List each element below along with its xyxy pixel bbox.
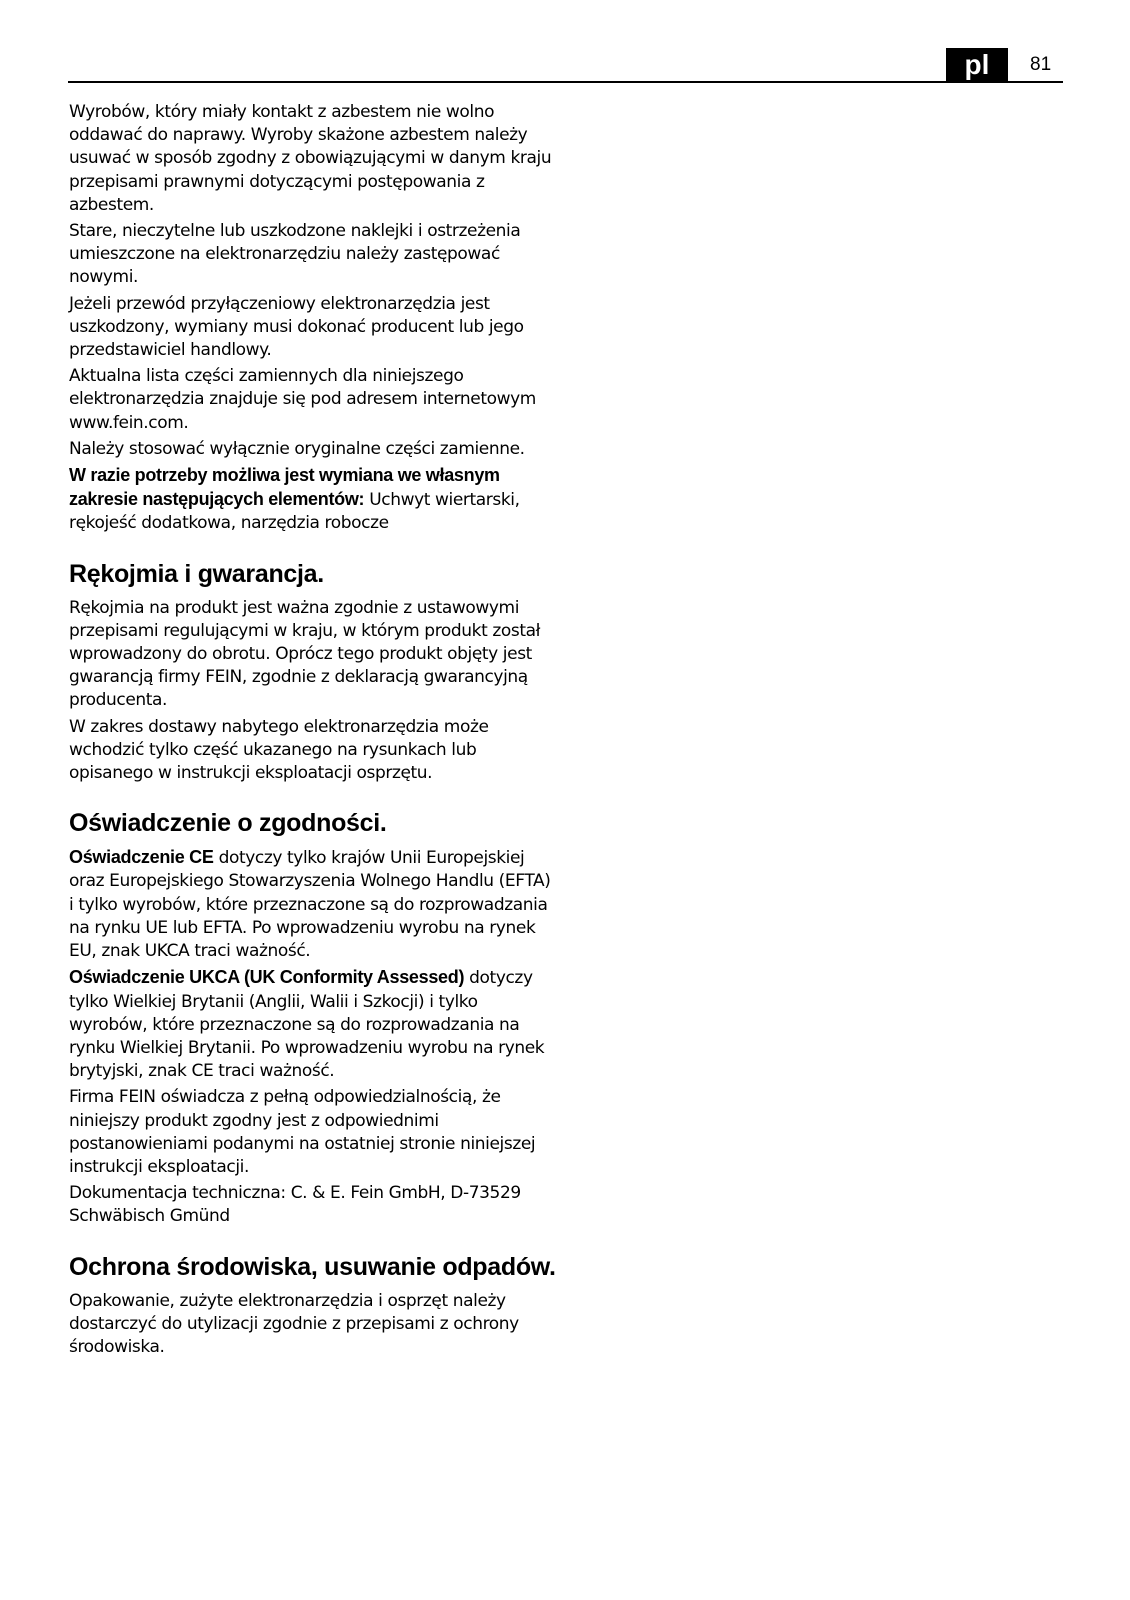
bold-lead: W razie potrzeby możliwa jest wymiana we własnym zakresie następujących elementów: xyxy=(69,465,500,510)
paragraph: Rękojmia na produkt jest ważna zgodnie z ustawowymi przepisami regulującymi w kraju, w którym produkt został wprowadzony do obrotu. Oprócz tego produkt objęty jest gwarancją firmy FEIN, zgodnie z deklaracją gwarancyjną producenta. xyxy=(69,597,541,711)
paragraph: Opakowanie, zużyte elektronarzędzia i osprzęt należy dostarczyć do utylizacji zgodnie z przepisami z ochrony środowiska. xyxy=(69,1290,519,1357)
section-heading-conformity: Oświadczenie o zgodności. xyxy=(69,809,387,838)
paragraph-text: dotyczy tylko krajów Unii Europejskiej oraz Europejskiego Stowarzyszenia Wolnego Handlu (EFTA) i tylko wyrobów, które przeznaczone są do rozprowadzania na rynku UE lub EFTA. Po wprowadzeniu wyrobu na rynek EU, znak UKCA traci ważność. xyxy=(69,848,551,962)
paragraph-text: Uchwyt wiertarski, rękojeść dodatkowa, narzędzia robocze xyxy=(69,490,520,534)
page-number: 81 xyxy=(1030,54,1052,75)
paragraph: Stare, nieczytelne lub uszkodzone naklejki i ostrzeżenia umieszczone na elektronarzędziu należy zastępować nowymi. xyxy=(69,221,521,288)
paragraph: Dokumentacja techniczna: C. & E. Fein GmbH, D-73529 Schwäbisch Gmünd xyxy=(69,1183,521,1227)
paragraph: Aktualna lista części zamiennych dla niniejszego elektronarzędzia znajduje się pod adresem internetowym www.fein.com. xyxy=(69,366,536,433)
replaceable-parts-paragraph xyxy=(69,464,559,536)
header-divider xyxy=(68,81,1063,83)
paragraph: W zakres dostawy nabytego elektronarzędzia może wchodzić tylko część ukazanego na rysunkach lub opisanego w instrukcji eksploatacji osprzętu. xyxy=(69,716,489,784)
section-heading-warranty: Rękojmia i gwarancja. xyxy=(69,559,324,588)
text-column xyxy=(69,101,559,1362)
section-heading-environment: Ochrona środowiska, usuwanie odpadów. xyxy=(69,1252,556,1281)
paragraph: Firma FEIN oświadcza z pełną odpowiedzialnością, że niniejszy produkt zgodny jest z odpowiednimi postanowieniami podanymi na ostatniej stronie niniejszej instrukcji eksploatacji. xyxy=(69,1087,536,1177)
paragraph: Należy stosować wyłącznie oryginalne części zamienne. xyxy=(69,438,525,459)
bold-lead: Oświadczenie UKCA (UK Conformity Assessed) xyxy=(69,967,465,988)
paragraph: Wyrobów, który miały kontakt z azbestem nie wolno oddawać do naprawy. Wyroby skażone azbestem należy usuwać w sposób zgodny z obowiązującymi w danym kraju przepisami prawnymi dotyczącymi postępowania z azbestem. xyxy=(69,102,552,215)
ce-paragraph xyxy=(69,846,559,963)
language-badge: pl xyxy=(946,48,1008,83)
paragraph-text: dotyczy tylko Wielkiej Brytanii (Anglii, Walii i Szkocji) i tylko wyrobów, które przeznaczone są do rozprowadzania na rynku Wielkiej Brytanii. Po wprowadzeniu wyrobu na rynek brytyjski, znak CE traci ważność. xyxy=(69,968,545,1082)
ukca-paragraph xyxy=(69,966,559,1083)
bold-lead: Oświadczenie CE xyxy=(69,847,214,868)
paragraph: Jeżeli przewód przyłączeniowy elektronarzędzia jest uszkodzony, wymiany musi dokonać producent lub jego przedstawiciel handlowy. xyxy=(69,293,524,361)
